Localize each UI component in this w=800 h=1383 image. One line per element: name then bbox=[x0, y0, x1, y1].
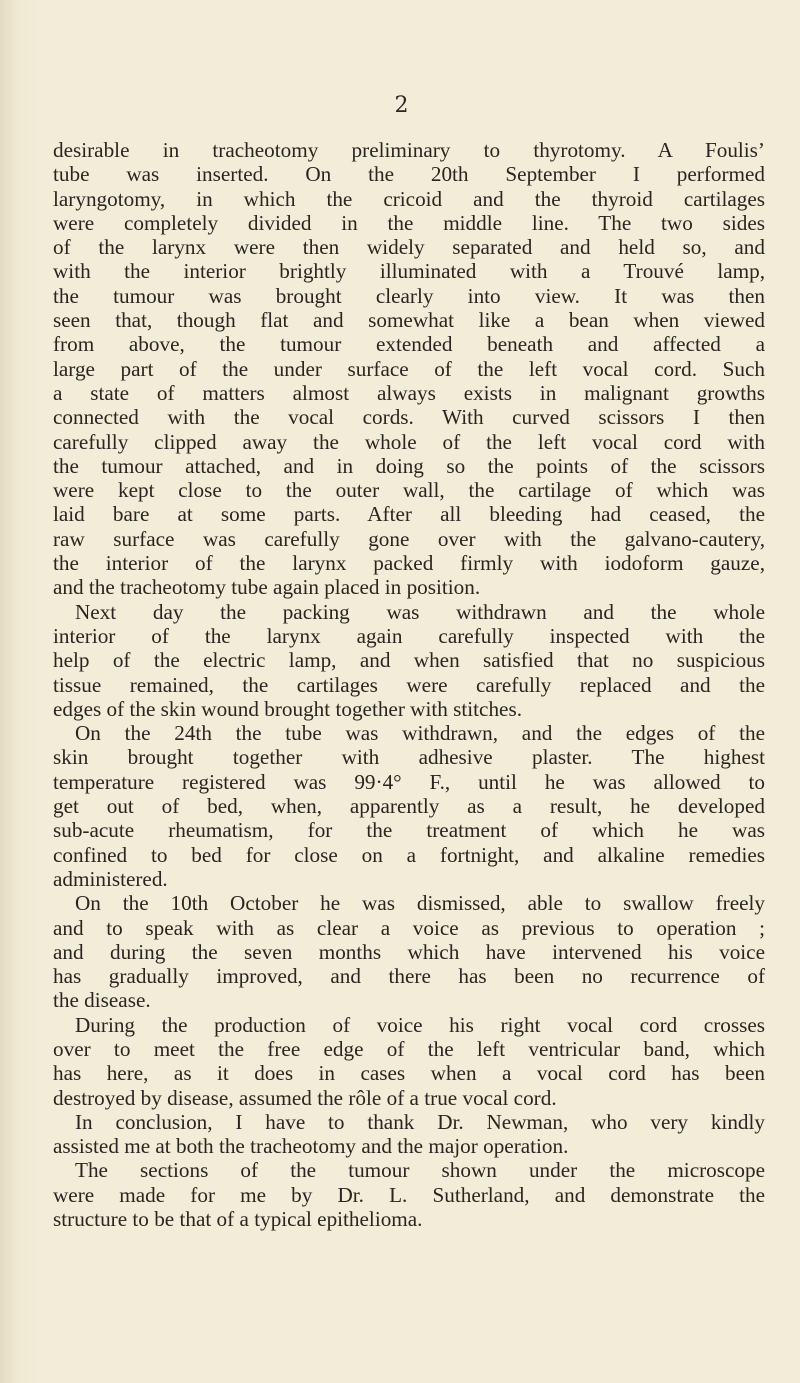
text-line: raw surface was carefully gone over with the galvano-cautery, bbox=[53, 526, 765, 551]
text-line: laid bare at some parts. After all bleeding had ceased, the bbox=[53, 502, 765, 527]
text-line: and to speak with as clear a voice as previous to operation ; bbox=[53, 915, 765, 940]
text-line: large part of the under surface of the left vocal cord. Such bbox=[53, 356, 765, 381]
paragraph bbox=[53, 1110, 765, 1159]
paragraph bbox=[53, 1158, 765, 1231]
text-line: temperature registered was 99·4° F., until he was allowed to bbox=[53, 769, 765, 794]
text-line: carefully clipped away the whole of the left vocal cord with bbox=[53, 429, 765, 454]
text-line: confined to bed for close on a fortnight, and alkaline remedies bbox=[53, 842, 765, 867]
text-line: the tumour attached, and in doing so the points of the scissors bbox=[53, 453, 765, 478]
text-line: over to meet the free edge of the left ventricular band, which bbox=[53, 1036, 765, 1061]
text-line: of the larynx were then widely separated and held so, and bbox=[53, 235, 765, 260]
text-line: get out of bed, when, apparently as a result, he developed bbox=[53, 794, 765, 819]
text-line: administered. bbox=[53, 866, 168, 891]
page-number: 2 bbox=[394, 93, 410, 118]
text-line: the interior of the larynx packed firmly with iodoform gauze, bbox=[53, 551, 765, 576]
text-line: the tumour was brought clearly into view. It was then bbox=[53, 283, 765, 308]
text-line: structure to be that of a typical epithelioma. bbox=[53, 1207, 423, 1232]
text-line: interior of the larynx again carefully inspected with the bbox=[53, 623, 765, 648]
text-line: and during the seven months which have intervened his voice bbox=[53, 939, 765, 964]
text-line: help of the electric lamp, and when satisfied that no suspicious bbox=[53, 648, 765, 673]
text-line: On the 10th October he was dismissed, able to swallow freely bbox=[75, 891, 765, 916]
text-line: sub-acute rheumatism, for the treatment of which he was bbox=[53, 818, 765, 843]
text-line: On the 24th the tube was withdrawn, and the edges of the bbox=[75, 721, 765, 746]
text-line: destroyed by disease, assumed the rôle of a true vocal cord. bbox=[53, 1085, 557, 1110]
text-line: tissue remained, the cartilages were carefully replaced and the bbox=[53, 672, 765, 697]
text-line: were made for me by Dr. L. Sutherland, and demonstrate the bbox=[53, 1182, 765, 1207]
text-line: tube was inserted. On the 20th September I performed bbox=[53, 162, 765, 187]
paragraph bbox=[53, 138, 765, 600]
text-line: has gradually improved, and there has been no recurrence of bbox=[53, 964, 765, 989]
text-line: The sections of the tumour shown under the microscope bbox=[75, 1158, 765, 1183]
text-line: In conclusion, I have to thank Dr. Newman, who very kindly bbox=[75, 1109, 765, 1134]
text-line: edges of the skin wound brought together with stitches. bbox=[53, 696, 522, 721]
text-line: assisted me at both the tracheotomy and the major operation. bbox=[53, 1134, 569, 1159]
paragraph bbox=[53, 891, 765, 1012]
paragraph bbox=[53, 600, 765, 721]
text-line: and the tracheotomy tube again placed in position. bbox=[53, 575, 481, 600]
text-line: from above, the tumour extended beneath and affected a bbox=[53, 332, 765, 357]
text-line: Next day the packing was withdrawn and the whole bbox=[75, 599, 765, 624]
text-line: seen that, though flat and somewhat like a bean when viewed bbox=[53, 308, 765, 333]
body-text bbox=[53, 138, 765, 1231]
text-line: a state of matters almost always exists in malignant growths bbox=[53, 380, 765, 405]
text-line: During the production of voice his right vocal cord crosses bbox=[75, 1012, 765, 1037]
paragraph bbox=[53, 1013, 765, 1110]
text-line: were completely divided in the middle line. The two sides bbox=[53, 210, 765, 235]
text-line: with the interior brightly illuminated with a Trouvé lamp, bbox=[53, 259, 765, 284]
text-line: laryngotomy, in which the cricoid and the thyroid cartilages bbox=[53, 186, 765, 211]
text-line: connected with the vocal cords. With curved scissors I then bbox=[53, 405, 765, 430]
paragraph bbox=[53, 721, 765, 891]
text-line: desirable in tracheotomy preliminary to thyrotomy. A Foulis’ bbox=[53, 138, 765, 162]
text-line: were kept close to the outer wall, the cartilage of which was bbox=[53, 478, 765, 503]
text-line: skin brought together with adhesive plaster. The highest bbox=[53, 745, 765, 770]
text-line: has here, as it does in cases when a vocal cord has been bbox=[53, 1061, 765, 1086]
text-line: the disease. bbox=[53, 988, 151, 1013]
